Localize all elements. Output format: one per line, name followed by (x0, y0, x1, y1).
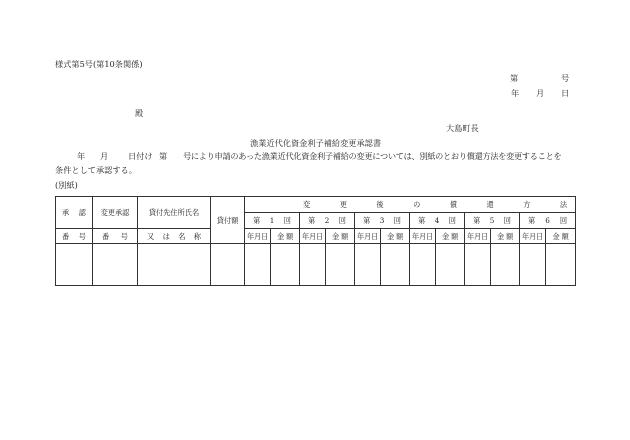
attachment-label: (別紙) (55, 180, 78, 190)
period-4-amount-header: 金 額 (436, 229, 465, 244)
body-month: 月 (100, 151, 109, 161)
cell-period-1-amount[interactable] (271, 244, 300, 286)
lender-header-bottom: 又 は 名 称 (138, 229, 211, 244)
date-year: 年 (511, 88, 520, 98)
period-5-header: 第 5 回 (465, 213, 520, 229)
issuer-name: 大島町長 (446, 123, 479, 133)
cell-period-4-amount[interactable] (436, 244, 465, 286)
number-prefix: 第 (510, 73, 519, 83)
table-row (56, 244, 576, 286)
number-suffix: 号 (561, 73, 570, 83)
body-dai: 第 (159, 151, 168, 161)
form-number: 様式第5号(第10条関係) (55, 59, 143, 69)
period-1-amount-header: 金 額 (271, 229, 300, 244)
period-5-amount-header: 金 額 (491, 229, 520, 244)
cell-lender[interactable] (138, 244, 211, 286)
change-approval-header-bottom: 番 号 (93, 229, 138, 244)
addressee-honorific: 殿 (135, 108, 144, 118)
date-month: 月 (536, 88, 545, 98)
cell-period-1-date[interactable] (245, 244, 271, 286)
period-1-date-header: 年月日 (245, 229, 271, 244)
cell-period-6-amount[interactable] (546, 244, 576, 286)
body-day-dated: 日付け (128, 151, 153, 161)
date-day: 日 (561, 88, 570, 98)
cell-period-5-amount[interactable] (491, 244, 520, 286)
loan-amount-header: 貸付額 (211, 197, 245, 244)
approval-number-header-top: 承 認 (56, 197, 93, 229)
period-3-date-header: 年月日 (355, 229, 381, 244)
period-1-header: 第 1 回 (245, 213, 300, 229)
cell-period-3-amount[interactable] (381, 244, 410, 286)
period-3-amount-header: 金 額 (381, 229, 410, 244)
cell-period-3-date[interactable] (355, 244, 381, 286)
cell-change-approval-number[interactable] (93, 244, 138, 286)
period-4-header: 第 4 回 (410, 213, 465, 229)
change-approval-header-top: 変更承認 (93, 197, 138, 229)
repayment-schedule-table (55, 196, 576, 286)
cell-loan-amount[interactable] (211, 244, 245, 286)
body-line-1 (77, 151, 577, 161)
period-2-date-header: 年月日 (300, 229, 326, 244)
body-text: 号により申請のあった漁業近代化資金利子補給の変更については、別紙のとおり償還方法を変更することを (183, 151, 562, 161)
body-line-2: 条件として承認する。 (55, 165, 137, 175)
lender-header-top: 貸付先住所氏名 (138, 197, 211, 229)
period-6-header: 第 6 回 (520, 213, 576, 229)
cell-period-5-date[interactable] (465, 244, 491, 286)
cell-period-2-amount[interactable] (326, 244, 355, 286)
period-5-date-header: 年月日 (465, 229, 491, 244)
cell-period-6-date[interactable] (520, 244, 546, 286)
document-number (510, 73, 570, 83)
period-3-header: 第 3 回 (355, 213, 410, 229)
cell-period-2-date[interactable] (300, 244, 326, 286)
document-title: 漁業近代化資金利子補給変更承認書 (250, 138, 382, 148)
period-6-amount-header: 金 額 (546, 229, 576, 244)
period-2-header: 第 2 回 (300, 213, 355, 229)
document-date (511, 88, 571, 98)
cell-approval-number[interactable] (56, 244, 93, 286)
repayment-method-header: 変 更 後 の 償 還 方 法 (245, 197, 576, 213)
period-2-amount-header: 金 額 (326, 229, 355, 244)
period-4-date-header: 年月日 (410, 229, 436, 244)
period-6-date-header: 年月日 (520, 229, 546, 244)
approval-number-header-bottom: 番 号 (56, 229, 93, 244)
body-year: 年 (77, 151, 86, 161)
cell-period-4-date[interactable] (410, 244, 436, 286)
